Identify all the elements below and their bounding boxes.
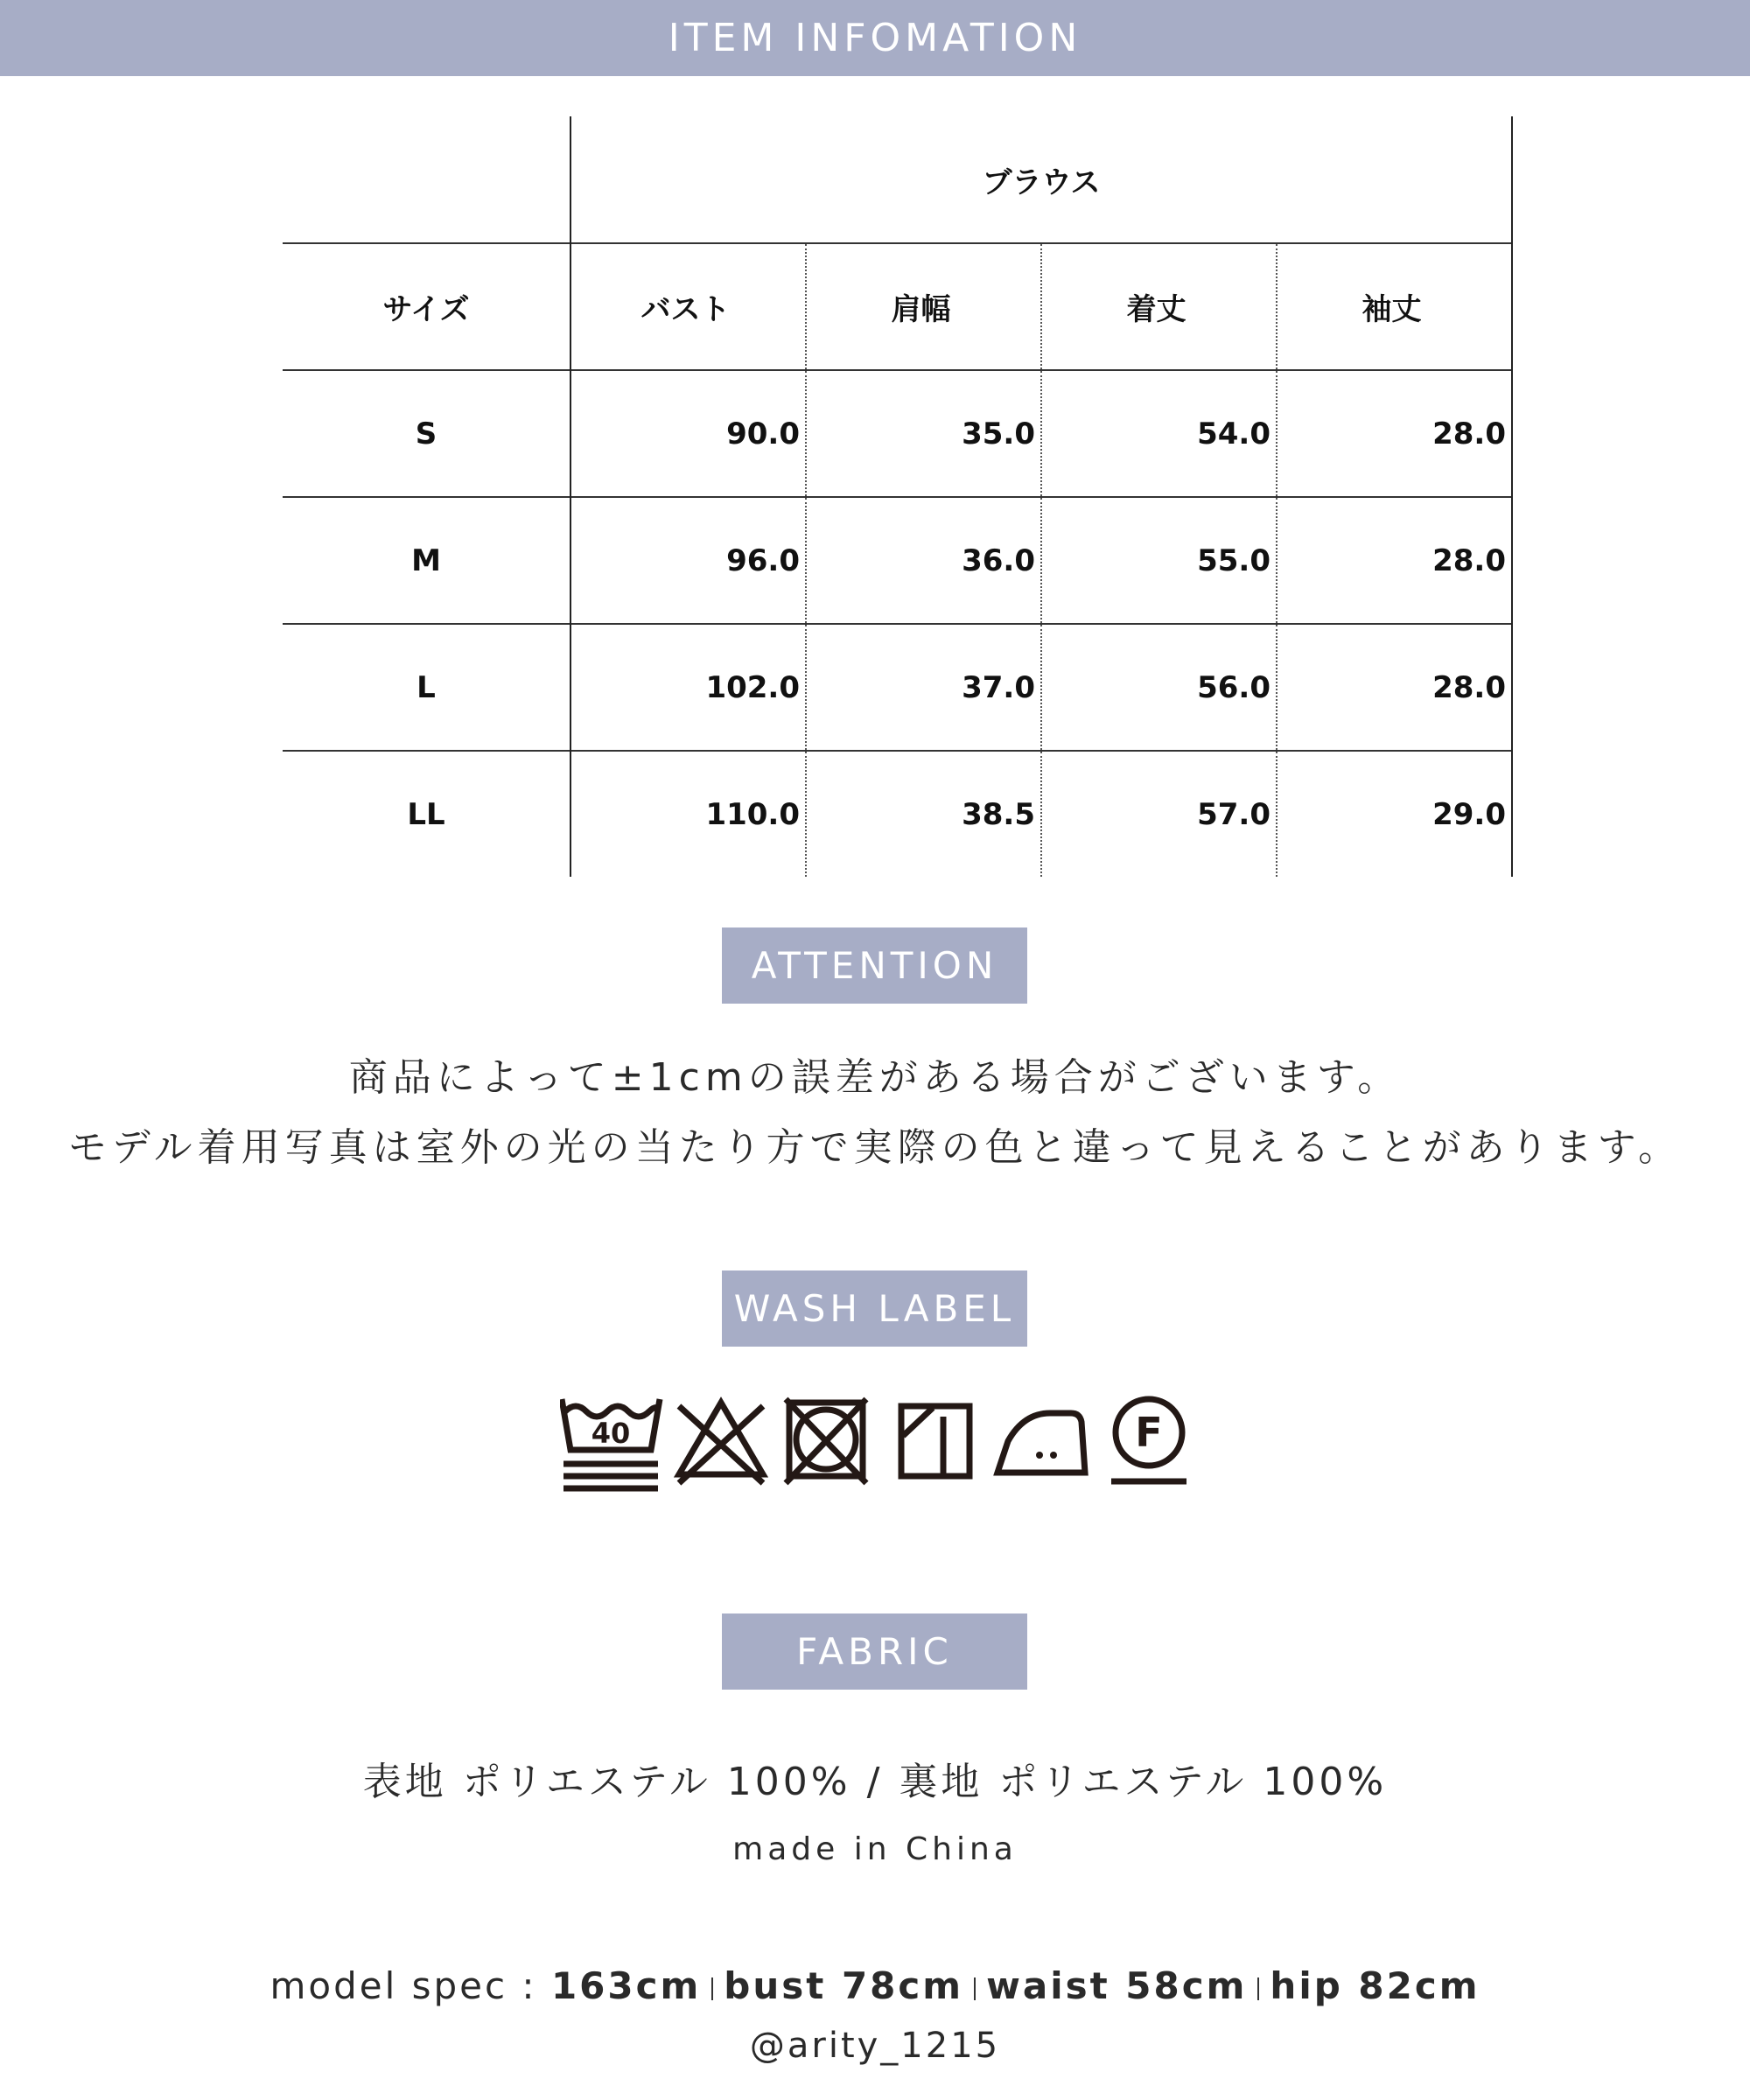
fabric-composition: 表地 ポリエステル 100% / 裏地 ポリエステル 100% [362, 1760, 1388, 1804]
attention-line-2: モデル着用写真は室外の光の当たり方で実際の色と違って見えることがあります。 [67, 1125, 1683, 1170]
table-row [283, 751, 1512, 877]
length-header: 着丈 [1041, 243, 1277, 370]
bust-value: 96.0 [570, 497, 806, 624]
model-waist: waist 58cm [986, 1964, 1248, 2007]
attention-line-1: 商品によって±1cmの誤差がある場合がございます。 [348, 1055, 1402, 1100]
size-label: L [283, 624, 570, 751]
no-bleach-icon [679, 1403, 763, 1483]
sleeve-header: 袖丈 [1277, 243, 1512, 370]
size-label: LL [283, 751, 570, 877]
sleeve-value: 29.0 [1277, 751, 1512, 877]
empty-corner-cell [283, 116, 570, 243]
attention-label [722, 928, 1027, 1004]
shoulder-value: 35.0 [806, 370, 1041, 497]
sleeve-value: 28.0 [1277, 370, 1512, 497]
iron-medium-icon [998, 1413, 1085, 1473]
wash-40-icon [562, 1399, 660, 1488]
length-value: 56.0 [1041, 624, 1277, 751]
shoulder-value: 36.0 [806, 497, 1041, 624]
model-spec [0, 1964, 1750, 2007]
size-table [283, 116, 1513, 877]
shoulder-value: 37.0 [806, 624, 1041, 751]
size-label: S [283, 370, 570, 497]
model-height: 163cm [550, 1964, 702, 2007]
wash-icons-row [560, 1396, 1190, 1492]
wash-temp-text: 40 [591, 1417, 631, 1450]
drip-dry-shade-icon [901, 1406, 970, 1476]
length-value: 55.0 [1041, 497, 1277, 624]
dry-clean-f-icon [1111, 1399, 1186, 1481]
fabric-label-text: FABRIC [796, 1630, 953, 1673]
table-row [283, 497, 1512, 624]
shoulder-header: 肩幅 [806, 243, 1041, 370]
size-header: サイズ [283, 243, 570, 370]
length-value: 54.0 [1041, 370, 1277, 497]
length-value: 57.0 [1041, 751, 1277, 877]
bust-value: 90.0 [570, 370, 806, 497]
model-account[interactable]: @arity_1215 [749, 2026, 1001, 2066]
table-row [283, 624, 1512, 751]
table-row [283, 370, 1512, 497]
separator [711, 1978, 713, 2000]
wash-label-label [722, 1270, 1027, 1347]
item-name-header: ブラウス [570, 116, 1512, 243]
bust-header: バスト [570, 243, 806, 370]
fabric-label [722, 1614, 1027, 1690]
header-title: ITEM INFOMATION [668, 16, 1082, 60]
attention-label-text: ATTENTION [751, 944, 998, 987]
origin-text: made in China [732, 1831, 1018, 1867]
header-bar [0, 0, 1750, 76]
bust-value: 102.0 [570, 624, 806, 751]
sleeve-value: 28.0 [1277, 624, 1512, 751]
separator [1257, 1978, 1259, 2000]
wash-label-text: WASH LABEL [733, 1287, 1016, 1330]
size-label: M [283, 497, 570, 624]
sleeve-value: 28.0 [1277, 497, 1512, 624]
model-bust: bust 78cm [724, 1964, 964, 2007]
bust-value: 110.0 [570, 751, 806, 877]
dry-clean-letter: F [1135, 1409, 1163, 1456]
separator [974, 1978, 976, 2000]
model-spec-prefix: model spec : [270, 1964, 551, 2007]
no-tumble-dry-icon [786, 1399, 866, 1483]
model-hip: hip 82cm [1270, 1964, 1480, 2007]
shoulder-value: 38.5 [806, 751, 1041, 877]
